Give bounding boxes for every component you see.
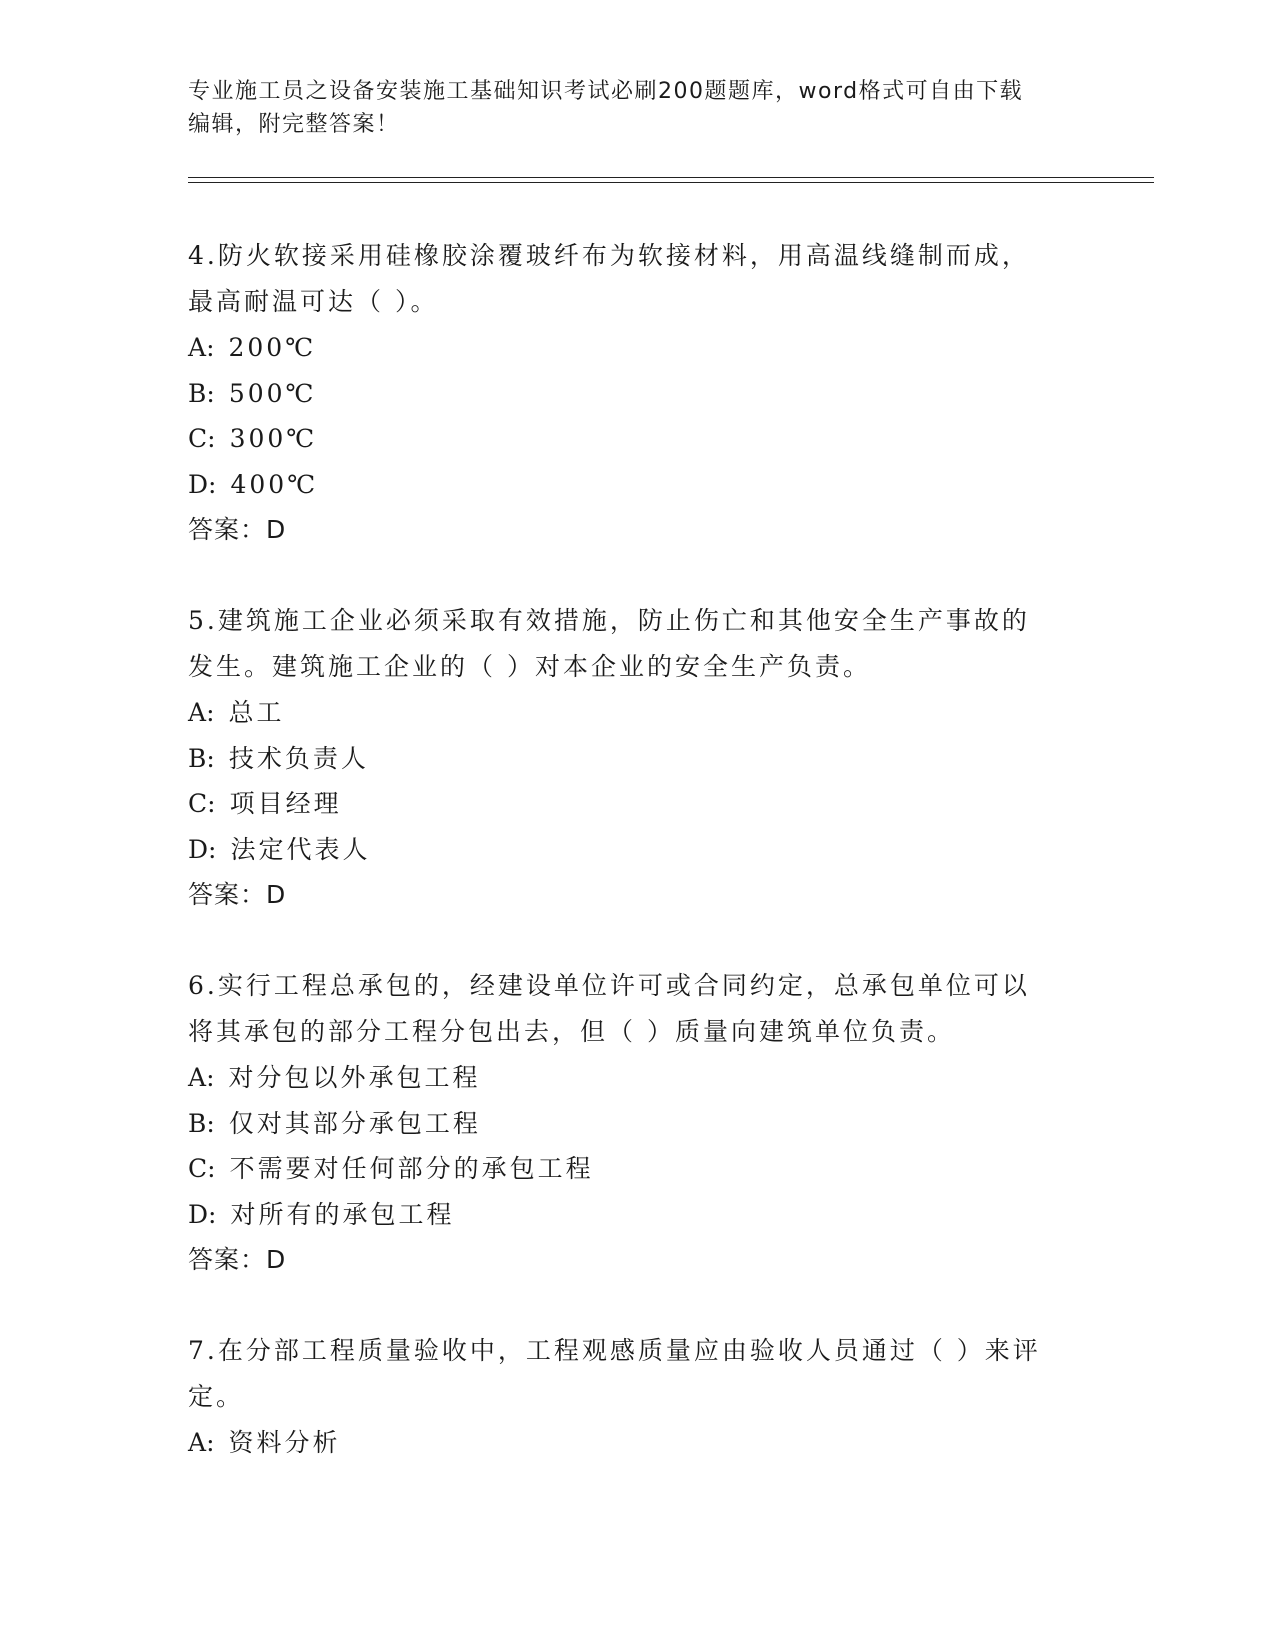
header-divider-top [188,177,1154,178]
option-text: 200℃ [228,333,317,362]
question-5 [188,598,1088,918]
option-text: 法定代表人 [230,834,371,864]
option-text: 仅对其部分承包工程 [228,1108,481,1138]
option-text: 技术负责人 [228,743,369,773]
option-separator: : [208,834,217,864]
question-stem-line: 定。 [188,1382,245,1411]
option-letter: A [188,1428,207,1457]
option-b [188,1101,1088,1147]
option-letter: D [188,1199,209,1229]
answer-line: 答案：D [188,1245,287,1274]
question-7 [188,1328,1088,1466]
option-separator: : [208,469,217,499]
option-a [188,1420,1088,1466]
option-separator: : [207,1154,216,1183]
option-a [188,690,1088,736]
question-stem-line: 发生。建筑施工企业的（ ）对本企业的安全生产负责。 [188,652,871,681]
option-c [188,416,1088,462]
option-separator: : [207,789,216,818]
document-title-line-1: 专业施工员之设备安装施工基础知识考试必刷200题题库，word格式可自由下载 [188,79,1024,104]
question-stem-line: 5.建筑施工企业必须采取有效措施，防止伤亡和其他安全生产事故的 [188,606,1030,635]
option-separator: : [206,1428,215,1457]
question-stem-line: 将其承包的部分工程分包出去，但（ ）质量向建筑单位负责。 [188,1017,955,1046]
option-d [188,827,1088,873]
option-text: 对分包以外承包工程 [228,1063,481,1092]
option-c [188,781,1088,827]
option-separator: : [208,1199,217,1229]
option-separator: : [206,1108,215,1138]
option-b [188,736,1088,782]
option-text: 500℃ [228,378,317,408]
option-letter: A [188,333,207,362]
option-b [188,371,1088,417]
option-d [188,1192,1088,1238]
option-a [188,325,1088,371]
option-letter: C [188,789,208,818]
question-stem-line: 6.实行工程总承包的，经建设单位许可或合同约定，总承包单位可以 [188,971,1030,1000]
question-stem-line: 最高耐温可达（ ）。 [188,287,439,316]
document-title-line-2: 编辑，附完整答案！ [188,112,400,137]
question-4 [188,233,1088,553]
option-text: 对所有的承包工程 [230,1199,455,1229]
option-separator: : [206,743,215,773]
option-d [188,462,1088,508]
option-letter: A [188,1063,207,1092]
option-c [188,1146,1088,1192]
option-letter: C [188,424,208,453]
option-text: 资料分析 [228,1428,341,1457]
option-text: 300℃ [229,424,318,453]
option-text: 总工 [228,698,285,727]
option-letter: B [188,1108,207,1138]
option-letter: D [188,469,209,499]
option-text: 不需要对任何部分的承包工程 [229,1154,594,1183]
answer-line: 答案：D [188,880,287,909]
option-separator: : [207,424,216,453]
option-letter: B [188,743,207,773]
question-6 [188,963,1088,1283]
question-stem-line: 7.在分部工程质量验收中，工程观感质量应由验收人员通过（ ）来评 [188,1336,1041,1365]
header-divider-bottom [188,182,1154,183]
option-separator: : [206,1063,215,1092]
option-letter: B [188,378,207,408]
option-text: 项目经理 [229,789,342,818]
option-separator: : [206,698,215,727]
question-stem-line: 4.防火软接采用硅橡胶涂覆玻纤布为软接材料，用高温线缝制而成， [188,241,1030,270]
option-letter: D [188,834,209,864]
document-header [188,75,1088,141]
option-separator: : [206,333,215,362]
answer-line: 答案：D [188,515,287,544]
option-letter: A [188,698,207,727]
option-separator: : [206,378,215,408]
option-text: 400℃ [230,469,319,499]
option-letter: C [188,1154,208,1183]
option-a [188,1055,1088,1101]
